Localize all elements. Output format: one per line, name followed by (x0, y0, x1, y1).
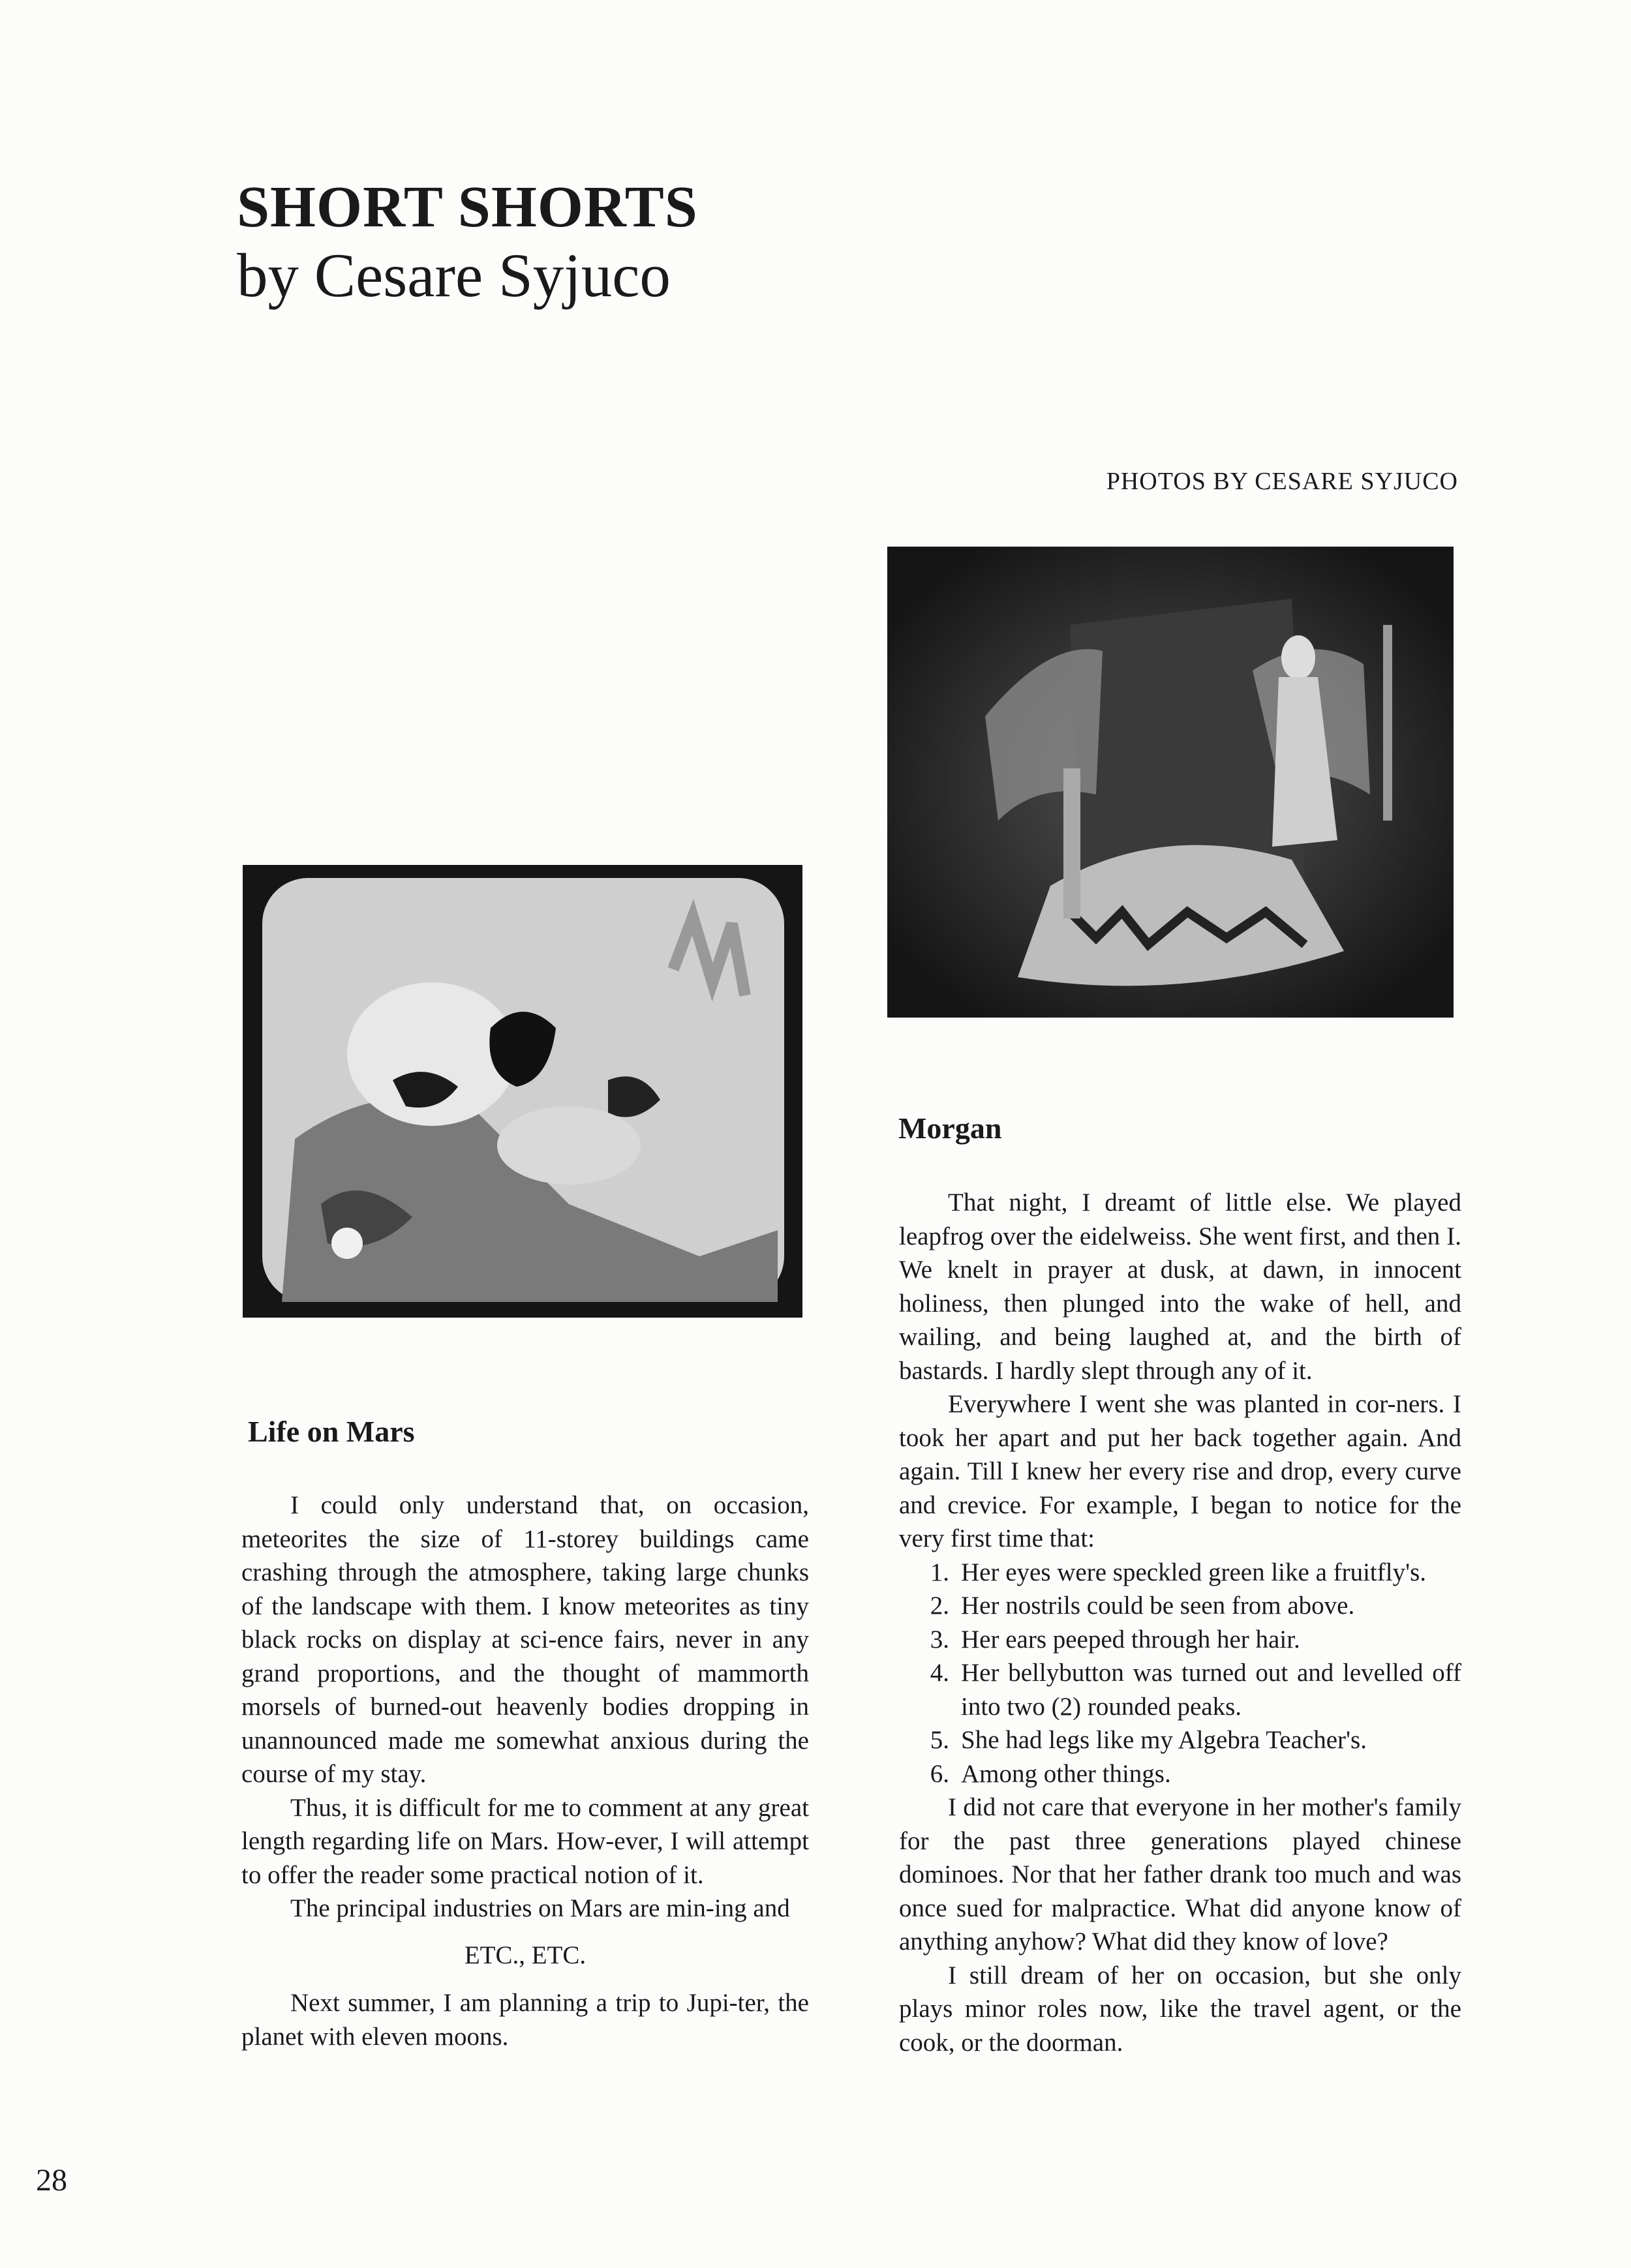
list-item (899, 1556, 1461, 1590)
list-text: Her eyes were speckled green like a fruitfly's. (961, 1558, 1427, 1586)
paragraph: I did not care that everyone in her mother's family for the past three generations played chinese dominoes. Nor that her father drank too much and was once sued for malpractice. What did anyone know of anything anyhow? What did they know of love? (899, 1793, 1461, 1956)
paragraph: That night, I dreamt of little else. We played leapfrog over the eidelweiss. She went first, and then I. We knelt in prayer at dusk, at dawn, in innocent holiness, then plunged into the wake of hell, and wailing, and being laughed at, and the birth of bastards. I hardly slept through any of it. (899, 1188, 1461, 1385)
list-item (899, 1757, 1461, 1791)
list-text: She had legs like my Algebra Teacher's. (961, 1726, 1367, 1754)
list-text: Among other things. (961, 1759, 1171, 1788)
paragraph: The principal industries on Mars are min-ing and (290, 1894, 790, 1922)
list-number: 3. (930, 1625, 949, 1654)
list-number: 4. (930, 1659, 949, 1687)
article-byline: by Cesare Syjuco (237, 241, 671, 310)
list-number: 5. (930, 1726, 949, 1754)
paragraph: Thus, it is difficult for me to comment at any great length regarding life on Mars. How-ever, I will attempt to offer the reader some practical notion of it. (241, 1793, 809, 1889)
story-heading-life-on-mars: Life on Mars (248, 1415, 415, 1448)
photo-morgan (887, 547, 1454, 1018)
story-heading-morgan: Morgan (898, 1111, 1002, 1145)
numbered-list (899, 1556, 1461, 1791)
paragraph: Next summer, I am planning a trip to Jupi-ter, the planet with eleven moons. (241, 1989, 809, 2051)
list-text: Her ears peeped through her hair. (961, 1625, 1300, 1654)
article-title: SHORT SHORTS (237, 175, 698, 239)
paragraph: I could only understand that, on occasion, meteorites the size of 11-storey buildings came crashing through the atmosphere, taking large chunks of the landscape with them. I know meteorites as tiny black rocks on display at sci-ence fairs, never in any grand proportions, and the thought of mammorth morsels of burned-out heavenly bodies dropping in unannounced made me somewhat anxious during the course of my stay. (241, 1491, 809, 1788)
list-number: 1. (930, 1558, 949, 1586)
article-title-block (237, 175, 698, 310)
paragraph: I still dream of her on occasion, but she only plays minor roles now, like the travel agent, or the cook, or the doorman. (899, 1961, 1461, 2057)
photo-life-on-mars (243, 865, 802, 1318)
list-item (899, 1623, 1461, 1657)
list-item (899, 1723, 1461, 1757)
list-number: 6. (930, 1759, 949, 1788)
etc-line: ETC., ETC. (464, 1941, 587, 1969)
list-text: Her nostrils could be seen from above. (961, 1592, 1355, 1620)
story-body-morgan (899, 1186, 1461, 2059)
list-item (899, 1656, 1461, 1723)
page-number: 28 (36, 2163, 67, 2198)
list-number: 2. (930, 1592, 949, 1620)
story-body-life-on-mars (241, 1489, 809, 2053)
paragraph: Everywhere I went she was planted in cor-ners. I took her apart and put her back together again. And again. Till I knew her every rise and drop, every curve and crevice. For example, I began to notice for the very first time that: (899, 1390, 1461, 1552)
photo-credit: PHOTOS BY CESARE SYJUCO (1106, 468, 1458, 495)
list-text: Her bellybutton was turned out and levelled off into two (2) rounded peaks. (961, 1659, 1461, 1721)
list-item (899, 1589, 1461, 1623)
